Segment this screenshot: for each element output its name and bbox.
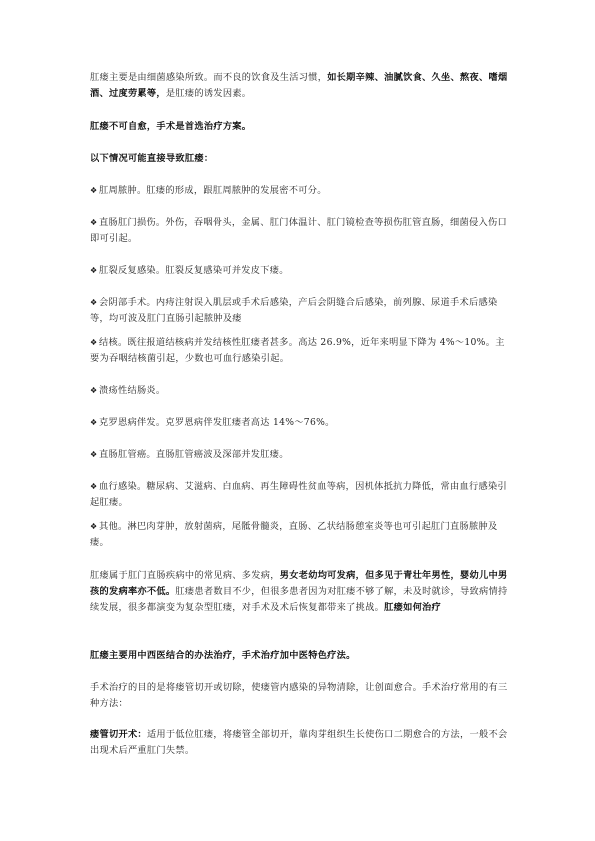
cause-text: 会阴部手术。内痔注射误入肌层或手术后感染，产后会阴缝合后感染，前列腺、尿道手术后感染等，均可波及肛门直肠引起脓肿及瘘 [90,297,498,324]
diamond-bullet-icon: ❖ [90,482,98,491]
surgery-purpose-paragraph: 手术治疗的目的是将瘘管切开或切除，使瘘管内感染的异物清除，让创面愈合。手术治疗常用的有三种方法： [90,682,508,709]
diamond-bullet-icon: ❖ [90,186,98,195]
cause-text: 结核。既往报道结核病并发结核性肛瘘者甚多。高达 26.9%，近年来明显下降为 4%～10%。主要为吞咽结核菌引起，少数也可血行感染引起。 [90,337,505,364]
method-title: 瘘管切开术： [90,729,147,740]
section-heading-treatment: 肛瘘如何治疗 [384,602,442,613]
cause-item [90,295,508,327]
cause-text: 溃疡性结肠炎。 [99,385,166,396]
diamond-bullet-icon: ❖ [90,450,98,459]
cause-text: 其他。淋巴肉芽肿，放射菌病，尾骶骨髓炎，直肠、乙状结肠憩室炎等也可引起肛门直肠脓肿及瘘。 [90,521,498,548]
cause-item [90,447,508,463]
diamond-bullet-icon: ❖ [90,338,98,347]
cause-item [90,183,508,199]
diamond-bullet-icon: ❖ [90,298,98,307]
cause-text: 直肠肛管癌。直肠肛管癌波及深部并发肛瘘。 [99,449,289,460]
diamond-bullet-icon: ❖ [90,386,98,395]
diamond-bullet-icon: ❖ [90,266,98,275]
heading-causes: 以下情况可能直接导致肛瘘： [90,153,214,164]
prevalence-paragraph [90,568,508,616]
heading-treatment-approach: 肛瘘主要用中西医结合的办法治疗，手术治疗加中医特色疗法。 [90,650,356,661]
cause-text: 肛周脓肿。肛瘘的形成，跟肛周脓肿的发展密不可分。 [99,185,327,196]
intro-paragraph [90,70,508,102]
cause-text: 克罗恩病伴发。克罗恩病伴发肛瘘者高达 14%～76%。 [99,417,335,428]
cause-item [90,335,508,367]
method-text: 适用于低位肛瘘，将瘘管全部切开，靠肉芽组织生长使伤口二期愈合的方法，一般不会出现术后严重肛门失禁。 [90,729,508,756]
method-fistulotomy [90,727,508,759]
cause-text: 肛裂反复感染。肛裂反复感染可并发皮下瘘。 [99,265,289,276]
intro-text-end: 是肛瘘的诱发因素。 [165,88,252,99]
prevalence-text: 肛瘘属于肛门直肠疾病中的常见病、多发病， [90,570,280,581]
diamond-bullet-icon: ❖ [90,218,98,227]
prevalence-text-cont: 肛瘘患者数目不少，但很多患者因为对肛瘘不够了解，未及时就诊，导致病情持续发展，很多都演变为复杂型肛瘘，对手术及术后恢复都带来了挑战。 [90,586,508,613]
cause-item [90,215,508,247]
prevalence-bold-text: 男女老幼均可发病，但多见于青壮年男性，婴幼儿中男孩的发病率亦不低。 [90,570,508,597]
cause-item [90,519,508,551]
intro-bold-text: 如长期辛辣、油腻饮食、久坐、熬夜、嗜烟酒、过度劳累等， [90,72,508,99]
cause-item [90,415,508,431]
diamond-bullet-icon: ❖ [90,418,98,427]
diamond-bullet-icon: ❖ [90,522,98,531]
cause-text: 直肠肛门损伤。外伤，吞咽骨头，金属、肛门体温计、肛门镜检查等损伤肛管直肠，细菌侵入伤口即可引起。 [90,217,507,244]
cause-text: 血行感染。糖尿病、艾滋病、白血病、再生障碍性贫血等病，因机体抵抗力降低，常由血行感染引起肛瘘。 [90,481,507,508]
intro-text: 肛瘘主要是由细菌感染所致。而不良的饮食及生活习惯， [90,72,328,83]
heading-surgery-first: 肛瘘不可自愈，手术是首选治疗方案。 [90,121,252,132]
cause-item [90,263,508,279]
cause-item [90,479,508,511]
cause-item [90,383,508,399]
